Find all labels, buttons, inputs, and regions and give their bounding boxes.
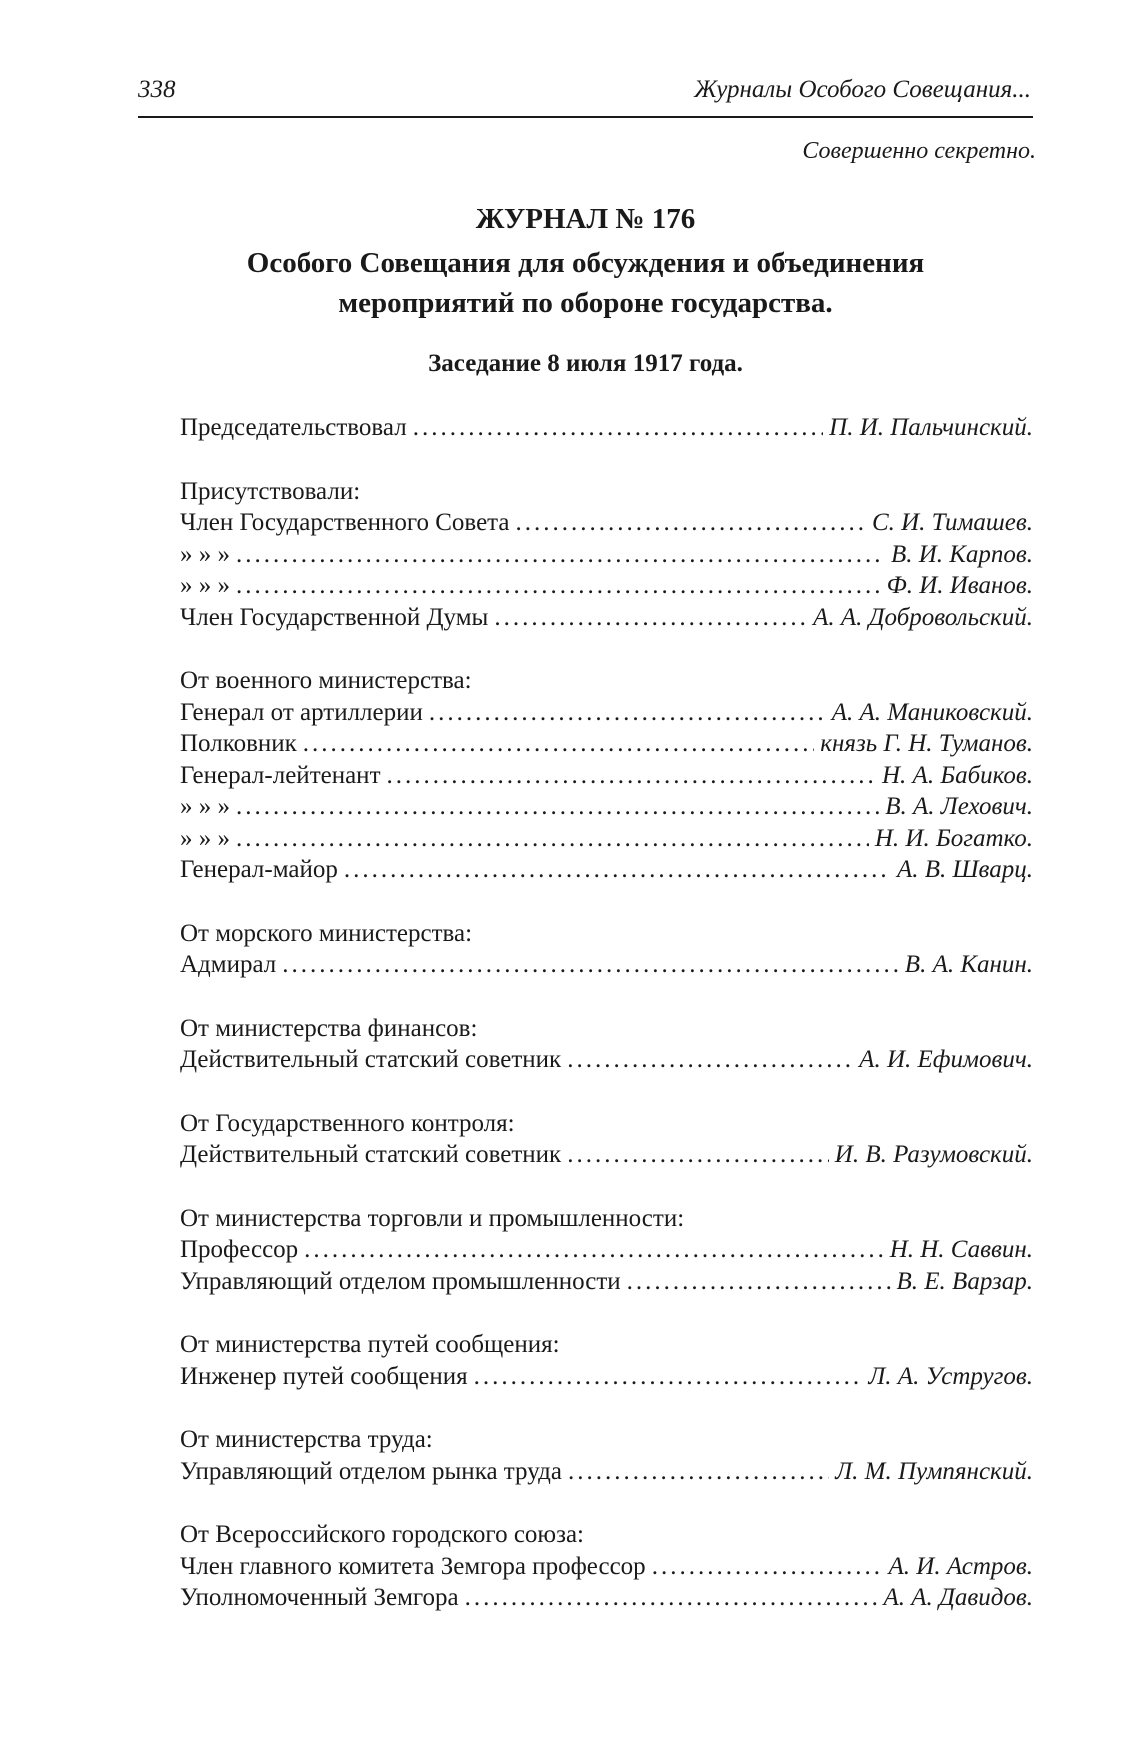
member-position: Управляющий отделом промышленности (180, 1267, 621, 1295)
classification-label: Совершенно секретно. (802, 138, 1036, 164)
member-name: В. И. Карпов. (890, 540, 1033, 568)
dot-leader (236, 791, 879, 823)
member-row (180, 539, 1033, 571)
dot-leader (387, 760, 877, 792)
dot-leader (627, 1266, 891, 1298)
member-position: » » » (180, 793, 230, 820)
member-position: Генерал от артиллерии (180, 698, 423, 726)
dot-leader (303, 728, 814, 760)
running-title: Журналы Особого Совещания... (694, 76, 1031, 103)
dot-leader (465, 1582, 878, 1614)
member-name: В. А. Лехович. (885, 793, 1033, 820)
member-name: А. И. Астров. (888, 1552, 1033, 1580)
attendance-section (180, 1013, 1033, 1076)
member-position: Председательствовал (180, 414, 407, 441)
member-name: Н. Н. Саввин. (889, 1236, 1033, 1263)
dot-leader (567, 1139, 829, 1171)
dot-leader (236, 570, 881, 602)
attendance-section (180, 1424, 1033, 1487)
member-name: П. И. Пальчинский. (829, 414, 1033, 441)
section-title: От Государственного контроля: (180, 1109, 515, 1137)
member-row (180, 1551, 1033, 1583)
dot-leader (344, 854, 891, 886)
attendance-section (180, 1329, 1033, 1392)
member-row (180, 1234, 1033, 1266)
dot-leader (567, 1044, 853, 1076)
member-row (180, 949, 1033, 981)
dot-leader (494, 602, 807, 634)
member-name: А. В. Шварц. (896, 856, 1033, 883)
dot-leader (429, 697, 826, 729)
member-name: А. А. Маниковский. (831, 698, 1033, 726)
member-row (180, 1361, 1033, 1393)
page-header (138, 72, 1033, 118)
member-position: Уполномоченный Земгора (180, 1584, 459, 1611)
member-position: Генерал-майор (180, 856, 338, 883)
member-name: Н. А. Бабиков. (882, 761, 1033, 789)
dot-leader (304, 1234, 884, 1266)
attendance-section (180, 1203, 1033, 1298)
member-position: Профессор (180, 1236, 299, 1263)
section-title: От министерства путей сообщения: (180, 1331, 560, 1358)
section-title: Присутствовали: (180, 477, 361, 505)
member-position: Член Государственной Думы (180, 603, 489, 631)
member-row (180, 412, 1033, 444)
member-name: С. И. Тимашев. (871, 509, 1033, 536)
member-name: И. В. Разумовский. (834, 1141, 1033, 1168)
attendance-section (180, 476, 1033, 634)
member-position: Действительный статский советник (180, 1046, 562, 1073)
member-row (180, 1044, 1033, 1076)
member-position: Генерал-лейтенант (180, 761, 381, 789)
dot-leader (474, 1361, 863, 1393)
member-position: Член главного комитета Земгора профессор (180, 1552, 646, 1580)
dot-leader (413, 412, 823, 444)
journal-subtitle-line-1: Особого Совещания для обсуждения и объединения (246, 247, 925, 279)
dot-leader (282, 949, 899, 981)
member-row (180, 823, 1033, 855)
member-name: А. А. Давидов. (883, 1584, 1033, 1611)
member-position: Полковник (180, 730, 297, 757)
member-position: Управляющий отделом рынка труда (180, 1457, 562, 1485)
journal-title: ЖУРНАЛ № 176 (475, 203, 696, 235)
section-title: От министерства труда: (180, 1426, 433, 1453)
member-position: » » » (180, 824, 230, 852)
attendance-section (180, 1108, 1033, 1171)
member-row (180, 1266, 1033, 1298)
member-row (180, 1456, 1033, 1488)
member-row (180, 1582, 1033, 1614)
member-row (180, 728, 1033, 760)
dot-leader (236, 823, 869, 855)
member-row (180, 697, 1033, 729)
member-name: А. И. Ефимович. (859, 1046, 1033, 1073)
section-title: От министерства торговли и промышленности: (180, 1204, 685, 1232)
attendance-section (180, 412, 1033, 444)
session-date: Заседание 8 июля 1917 года. (428, 350, 743, 377)
member-name: Л. А. Устругов. (868, 1362, 1033, 1390)
member-position: Действительный статский советник (180, 1141, 562, 1168)
section-title: От морского министерства: (180, 919, 473, 947)
member-row (180, 791, 1033, 823)
member-position: Член Государственного Совета (180, 509, 510, 536)
section-title: От военного министерства: (180, 667, 472, 694)
member-name: князь Г. Н. Туманов. (820, 730, 1033, 757)
dot-leader (516, 507, 866, 539)
member-name: А. А. Добровольский. (813, 603, 1033, 631)
attendance-section (180, 1519, 1033, 1614)
dot-leader (568, 1456, 829, 1488)
member-row (180, 760, 1033, 792)
dot-leader (236, 539, 885, 571)
member-row (180, 507, 1033, 539)
member-row (180, 570, 1033, 602)
member-name: Н. И. Богатко. (874, 824, 1033, 852)
member-name: В. Е. Варзар. (896, 1267, 1033, 1295)
dot-leader (652, 1551, 883, 1583)
member-position: Адмирал (180, 951, 277, 978)
member-row (180, 602, 1033, 634)
page-number: 338 (138, 76, 176, 103)
journal-subtitle-line-2: мероприятий по обороне государства. (338, 287, 833, 319)
section-title: От Всероссийского городского союза: (180, 1521, 585, 1548)
member-name: Л. М. Пумпянский. (835, 1457, 1033, 1485)
attendance-section (180, 665, 1033, 886)
member-row (180, 854, 1033, 886)
member-row (180, 1139, 1033, 1171)
member-name: Ф. И. Иванов. (886, 572, 1033, 599)
member-position: Инженер путей сообщения (180, 1362, 468, 1390)
member-position: » » » (180, 572, 230, 599)
member-name: В. А. Канин. (904, 951, 1033, 978)
attendance-section (180, 918, 1033, 981)
section-title: От министерства финансов: (180, 1014, 478, 1042)
attendance-list (180, 412, 1033, 1614)
member-position: » » » (180, 540, 230, 568)
